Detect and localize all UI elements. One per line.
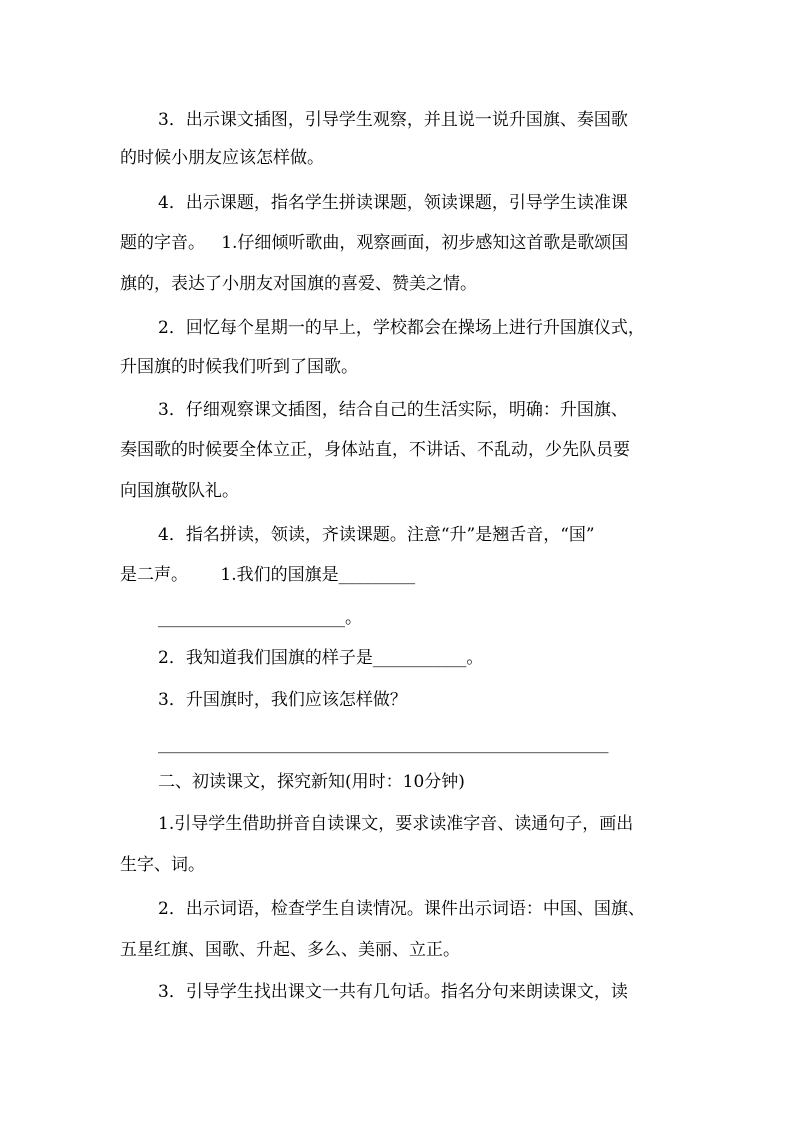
text-line: 3．出示课文插图，引导学生观察，并且说一说升国旗、奏国歌 bbox=[158, 110, 628, 130]
text-line: 3．升国旗时，我们应该怎样做？ bbox=[158, 690, 407, 710]
text-line: 2．我知道我们国旗的样子是___________。 bbox=[158, 648, 484, 668]
text-line: 生字、词。 bbox=[120, 855, 205, 875]
text-line: 3．仔细观察课文插图，结合自己的生活实际，明确：升国旗、 bbox=[158, 400, 628, 420]
text-line: 4．出示课题，指名学生拼读课题，领读课题，引导学生读准课 bbox=[158, 193, 628, 213]
text-line: 的时候小朋友应该怎样做。 bbox=[120, 148, 324, 168]
text-line: 升国旗的时候我们听到了国歌。 bbox=[120, 357, 358, 377]
text-line: 五星红旗、国歌、升起、多么、美丽、立正。 bbox=[120, 940, 460, 960]
blank-line: _____________________________________________________ bbox=[158, 734, 609, 754]
section-heading: 二、初读课文，探究新知(用时：10分钟) bbox=[158, 772, 465, 792]
text-line: 题的字音。 1.仔细倾听歌曲，观察画面，初步感知这首歌是歌颂国 bbox=[120, 233, 629, 253]
text-line: 3．引导学生找出课文一共有几句话。指名分句来朗读课文，读 bbox=[158, 982, 628, 1002]
text-line: 4．指名拼读，领读，齐读课题。注意“升”是翘舌音，“国” bbox=[158, 525, 595, 545]
text-line: 2．回忆每个星期一的早上，学校都会在操场上进行升国旗仪式， bbox=[158, 318, 645, 338]
text-line: 旗的，表达了小朋友对国旗的喜爱、赞美之情。 bbox=[120, 274, 477, 294]
text-line: 1.引导学生借助拼音自读课文，要求读准字音、读通句子，画出 bbox=[158, 814, 634, 834]
text-line: 奏国歌的时候要全体立正，身体站直，不讲话、不乱动，少先队员要 bbox=[120, 440, 630, 460]
blank-line: ______________________。 bbox=[158, 608, 362, 628]
text-line: 是二声。 1.我们的国旗是_________ bbox=[120, 565, 416, 585]
text-line: 向国旗敬队礼。 bbox=[120, 481, 239, 501]
text-line: 2．出示词语，检查学生自读情况。课件出示词语：中国、国旗、 bbox=[158, 899, 645, 919]
